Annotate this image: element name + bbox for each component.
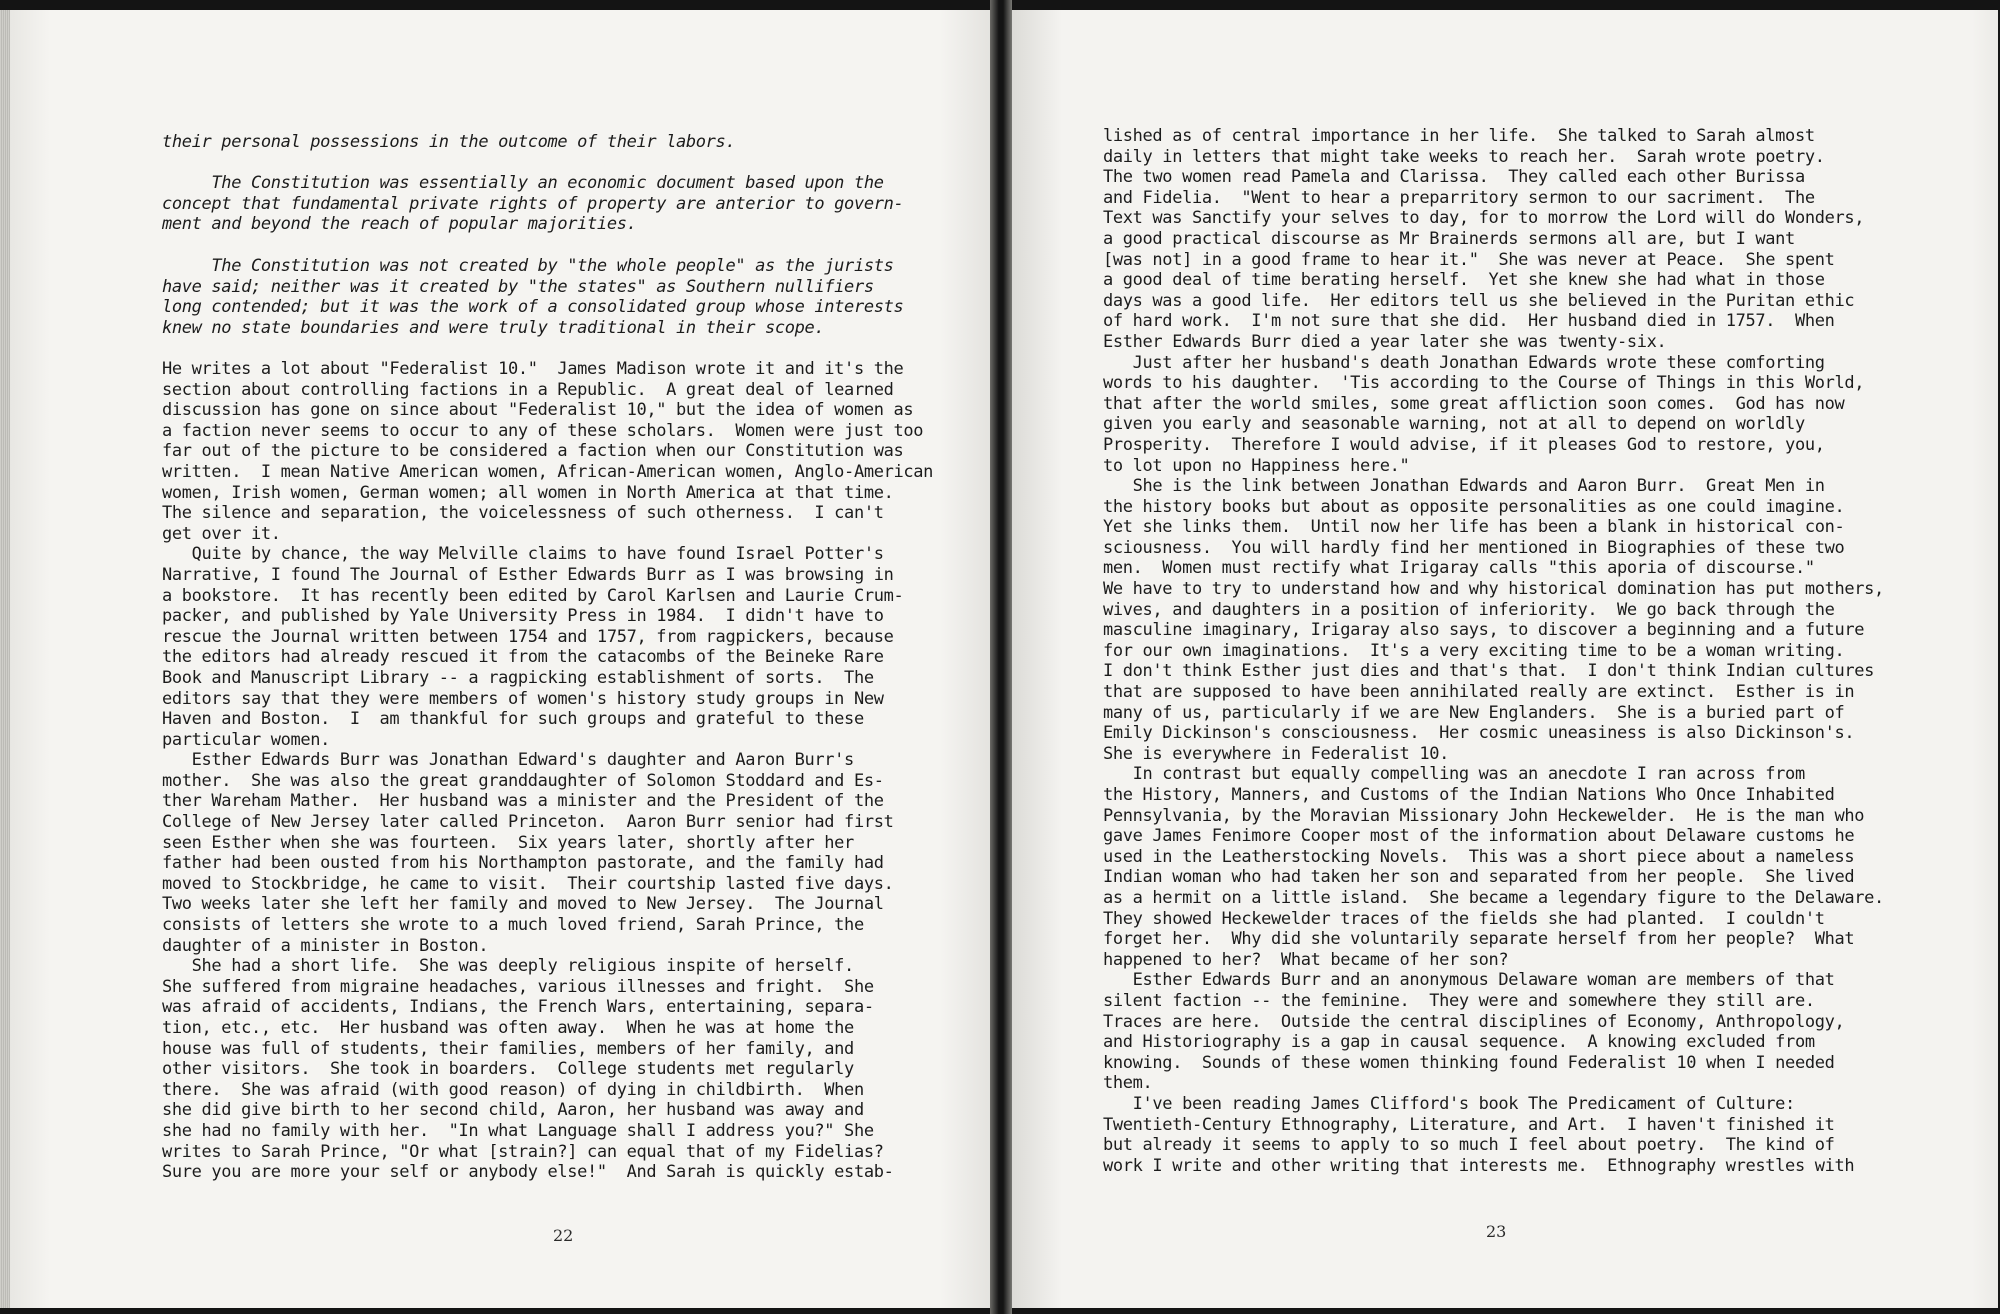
text-line: Just after her husband's death Jonathan Edwards wrote these comforting xyxy=(1103,352,1825,373)
text-line: as a hermit on a little island. She became a legendary figure to the Delaware. xyxy=(1103,887,1884,908)
text-line: the editors had already rescued it from the catacombs of the Beineke Rare xyxy=(162,647,884,668)
text-line: to lot upon no Happiness here." xyxy=(1103,455,1410,476)
text-line: They showed Heckewelder traces of the fields she had planted. I couldn't xyxy=(1103,908,1825,929)
text-line: The Constitution was not created by "the whole people" as the jurists xyxy=(162,256,894,276)
text-line: Esther Edwards Burr and an anonymous Delaware woman are members of that xyxy=(1103,970,1835,991)
text-line: The Constitution was essentially an economic document based upon the xyxy=(162,173,884,193)
text-line: that after the world smiles, some great affliction soon comes. God has now xyxy=(1103,393,1845,414)
text-line: them. xyxy=(1103,1073,1153,1094)
right-page-body-text xyxy=(1103,126,1884,1176)
text-line: the history books but about as opposite personalities as one could imagine. xyxy=(1103,496,1845,517)
text-line: Sure you are more your self or anybody else!" And Sarah is quickly estab- xyxy=(162,1162,894,1183)
text-line: Haven and Boston. I am thankful for such groups and grateful to these xyxy=(162,709,864,730)
text-line: Yet she links them. Until now her life has been a blank in historical con- xyxy=(1103,517,1845,538)
text-line: ment and beyond the reach of popular majorities. xyxy=(162,214,637,235)
text-line: that are supposed to have been annihilated really are extinct. Esther is in xyxy=(1103,682,1855,703)
text-line: other visitors. She took in boarders. College students met regularly xyxy=(162,1059,854,1080)
text-line: long contended; but it was the work of a consolidated group whose interests xyxy=(162,297,904,318)
text-line: of hard work. I'm not sure that she did. Her husband died in 1757. When xyxy=(1103,311,1835,332)
text-line: rescue the Journal written between 1754 and 1757, from ragpickers, because xyxy=(162,626,894,647)
text-line: far out of the picture to be considered a faction when our Constitution was xyxy=(162,441,904,462)
text-line: consists of letters she wrote to a much loved friend, Sarah Prince, the xyxy=(162,915,864,936)
text-line: house was full of students, their families, members of her family, and xyxy=(162,1038,854,1059)
text-line: lished as of central importance in her life. She talked to Sarah almost xyxy=(1103,126,1815,146)
text-line: Esther Edwards Burr was Jonathan Edward's daughter and Aaron Burr's xyxy=(162,750,854,771)
text-line: concept that fundamental private rights of property are anterior to govern- xyxy=(162,193,904,214)
text-line: ther Wareham Mather. Her husband was a minister and the President of the xyxy=(162,791,884,812)
text-line: get over it. xyxy=(162,523,281,544)
left-page-body-text xyxy=(162,359,933,1183)
text-line: College of New Jersey later called Princeton. Aaron Burr senior had first xyxy=(162,812,894,833)
text-line: knew no state boundaries and were truly traditional in their scope. xyxy=(162,317,825,338)
text-line: Twentieth-Century Ethnography, Literature, and Art. I haven't finished it xyxy=(1103,1114,1835,1135)
text-line: masculine imaginary, Irigaray also says, to discover a beginning and a future xyxy=(1103,620,1865,641)
text-line: seen Esther when she was fourteen. Six years later, shortly after her xyxy=(162,832,854,853)
text-line: She suffered from migraine headaches, various illnesses and fright. She xyxy=(162,976,874,997)
text-line: Pennsylvania, by the Moravian Missionary John Heckewelder. He is the man who xyxy=(1103,805,1865,826)
text-line: but already it seems to apply to so much I feel about poetry. The kind of xyxy=(1103,1135,1835,1156)
text-line: editors say that they were members of women's history study groups in New xyxy=(162,688,884,709)
left-page-quote-constitution-not-created xyxy=(162,256,903,338)
text-line: their personal possessions in the outcome of their labors. xyxy=(162,132,736,152)
text-line: sciousness. You will hardly find her mentioned in Biographies of these two xyxy=(1103,537,1845,558)
text-line: We have to try to understand how and why historical domination has put mothers, xyxy=(1103,579,1884,600)
text-line: She had a short life. She was deeply religious inspite of herself. xyxy=(162,956,854,977)
text-line: for our own imaginations. It's a very exciting time to be a woman writing. xyxy=(1103,640,1845,661)
text-line: knowing. Sounds of these women thinking found Federalist 10 when I needed xyxy=(1103,1052,1835,1073)
text-line: Text was Sanctify your selves to day, for to morrow the Lord will do Wonders, xyxy=(1103,208,1865,229)
text-line: Esther Edwards Burr died a year later she was twenty-six. xyxy=(1103,331,1667,352)
text-line: moved to Stockbridge, he came to visit. Their courtship lasted five days. xyxy=(162,873,894,894)
text-line: Traces are here. Outside the central disciplines of Economy, Anthropology, xyxy=(1103,1011,1845,1032)
text-line: and Fidelia. "Went to hear a preparritory sermon to our sacriment. The xyxy=(1103,187,1815,208)
text-line: The silence and separation, the voicelessness of such otherness. I can't xyxy=(162,503,884,524)
text-line: women, Irish women, German women; all women in North America at that time. xyxy=(162,482,894,503)
text-line: [was not] in a good frame to hear it." She was never at Peace. She spent xyxy=(1103,249,1835,270)
text-line: father had been ousted from his Northampton pastorate, and the family had xyxy=(162,853,884,874)
text-line: Book and Manuscript Library -- a ragpicking establishment of sorts. The xyxy=(162,667,874,688)
text-line: a faction never seems to occur to any of these scholars. Women were just too xyxy=(162,420,924,441)
text-line: daily in letters that might take weeks to reach her. Sarah wrote poetry. xyxy=(1103,146,1825,167)
text-line: a good practical discourse as Mr Brainerds sermons all are, but I want xyxy=(1103,228,1795,249)
text-line: was afraid of accidents, Indians, the French Wars, entertaining, separa- xyxy=(162,997,874,1018)
text-line: gave James Fenimore Cooper most of the information about Delaware customs he xyxy=(1103,826,1855,847)
text-line: she did give birth to her second child, Aaron, her husband was away and xyxy=(162,1100,864,1121)
left-page-quote-constitution-economic xyxy=(162,173,903,235)
text-line: the History, Manners, and Customs of the Indian Nations Who Once Inhabited xyxy=(1103,785,1835,805)
text-line: Quite by chance, the way Melville claims to have found Israel Potter's xyxy=(162,544,884,565)
text-line: Two weeks later she left her family and moved to New Jersey. The Journal xyxy=(162,894,884,915)
text-line: In contrast but equally compelling was an anecdote I ran across from xyxy=(1103,764,1805,785)
text-line: given you early and seasonable warning, not at all to depend on worldly xyxy=(1103,414,1805,435)
text-line: She is everywhere in Federalist 10. xyxy=(1103,743,1449,764)
page-edges xyxy=(0,10,10,1308)
text-line: discussion has gone on since about "Federalist 10," but the idea of women as xyxy=(162,400,914,421)
text-line: Prosperity. Therefore I would advise, if it pleases God to restore, you, xyxy=(1103,434,1825,455)
text-line: particular women. xyxy=(162,729,331,750)
book-gutter xyxy=(990,0,1012,1314)
text-line: section about controlling factions in a Republic. A great deal of learned xyxy=(162,379,894,400)
text-line: tion, etc., etc. Her husband was often away. When he was at home the xyxy=(162,1018,854,1038)
text-line: He writes a lot about "Federalist 10." James Madison wrote it and it's the xyxy=(162,359,904,379)
text-line: She is the link between Jonathan Edwards and Aaron Burr. Great Men in xyxy=(1103,476,1825,497)
text-line: she had no family with her. "In what Language shall I address you?" She xyxy=(162,1120,874,1141)
text-line: written. I mean Native American women, African-American women, Anglo-American xyxy=(162,461,934,482)
text-line: writes to Sarah Prince, "Or what [strain?] can equal that of my Fidelias? xyxy=(162,1141,884,1162)
text-line: a good deal of time berating herself. Yet she knew she had what in those xyxy=(1103,270,1825,291)
text-line: daughter of a minister in Boston. xyxy=(162,935,489,956)
text-line: Narrative, I found The Journal of Esther Edwards Burr as I was browsing in xyxy=(162,564,894,585)
text-line: wives, and daughters in a position of inferiority. We go back through the xyxy=(1103,599,1835,620)
text-line: I don't think Esther just dies and that's that. I don't think Indian cultures xyxy=(1103,661,1875,682)
text-line: used in the Leatherstocking Novels. This was a short piece about a nameless xyxy=(1103,846,1855,867)
text-line: there. She was afraid (with good reason) of dying in childbirth. When xyxy=(162,1079,864,1100)
text-line: mother. She was also the great granddaughter of Solomon Stoddard and Es- xyxy=(162,770,884,791)
text-line: silent faction -- the feminine. They were and somewhere they still are. xyxy=(1103,990,1815,1011)
text-line: Emily Dickinson's consciousness. Her cosmic uneasiness is also Dickinson's. xyxy=(1103,723,1855,744)
text-line: and Historiography is a gap in causal sequence. A knowing excluded from xyxy=(1103,1032,1815,1053)
text-line: days was a good life. Her editors tell us she believed in the Puritan ethic xyxy=(1103,290,1855,311)
text-line: many of us, particularly if we are New Englanders. She is a buried part of xyxy=(1103,702,1845,723)
text-line: a bookstore. It has recently been edited by Carol Karlsen and Laurie Crum- xyxy=(162,585,904,606)
text-line: men. Women must rectify what Irigaray calls "this aporia of discourse." xyxy=(1103,558,1815,579)
left-page-number: 22 xyxy=(553,1226,574,1245)
text-line: words to his daughter. 'Tis according to the Course of Things in this World, xyxy=(1103,373,1865,394)
text-line: packer, and published by Yale University Press in 1984. I didn't have to xyxy=(162,606,884,627)
text-line: forget her. Why did she voluntarily separate herself from her people? What xyxy=(1103,929,1855,950)
text-line: Indian woman who had taken her son and separated from her people. She lived xyxy=(1103,867,1855,888)
text-line: I've been reading James Clifford's book The Predicament of Culture: xyxy=(1103,1093,1795,1114)
text-line: have said; neither was it created by "the states" as Southern nullifiers xyxy=(162,276,874,297)
text-line: work I write and other writing that interests me. Ethnography wrestles with xyxy=(1103,1155,1855,1176)
left-page-opening-quote-end xyxy=(162,132,735,153)
right-page-number: 23 xyxy=(1486,1222,1507,1241)
text-line: The two women read Pamela and Clarissa. They called each other Burissa xyxy=(1103,167,1805,188)
text-line: happened to her? What became of her son? xyxy=(1103,949,1509,970)
